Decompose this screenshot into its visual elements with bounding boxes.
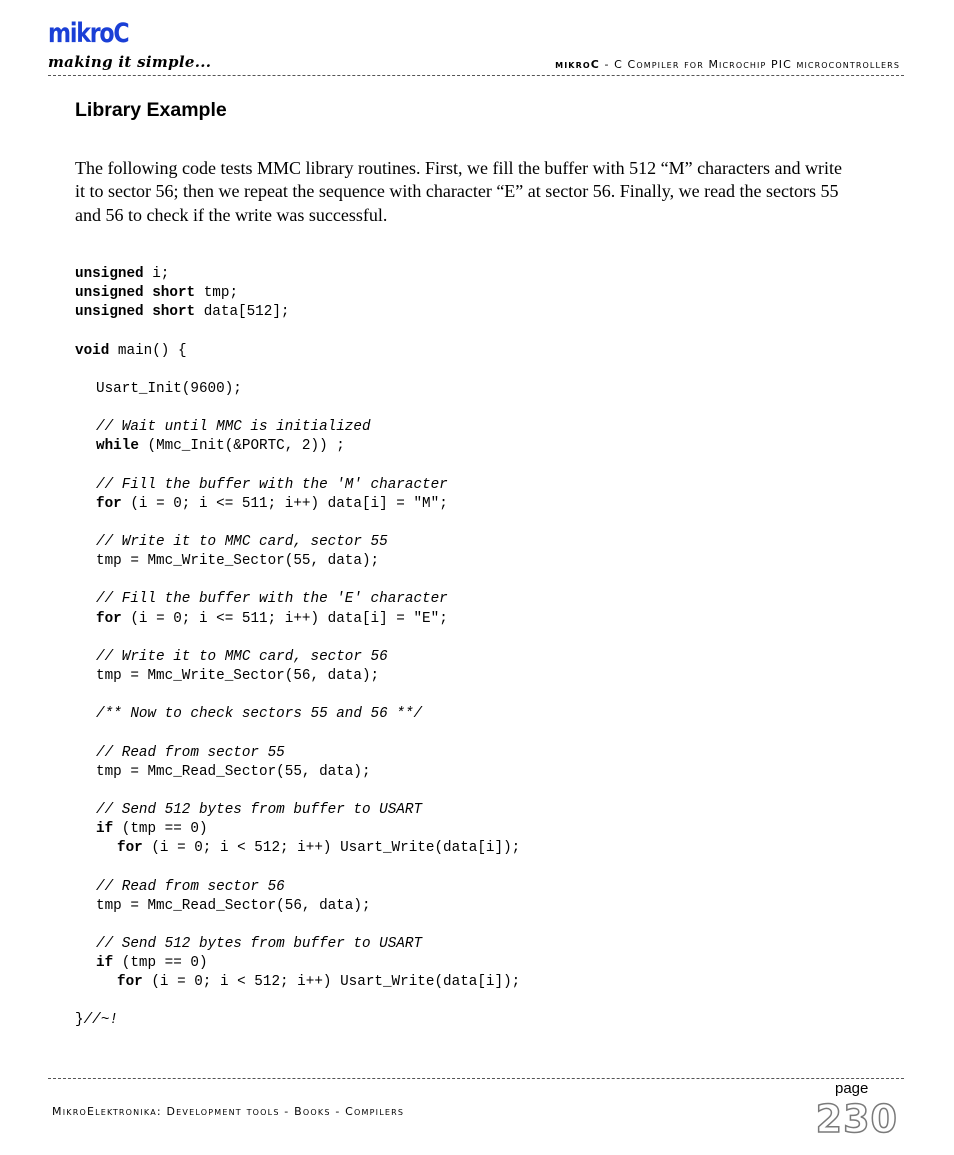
code-comment: // Write it to MMC card, sector 55 [96, 533, 388, 550]
header-title-rest: - C Compiler for Microchip PIC microcontrollers [599, 58, 900, 71]
code-line [75, 437, 520, 456]
code-comment: /** Now to check sectors 55 and 56 **/ [96, 706, 423, 723]
code-text: tmp = Mmc_Write_Sector(56, data); [96, 667, 380, 684]
code-line [75, 858, 520, 877]
code-line [75, 629, 520, 648]
code-keyword: unsigned [75, 266, 144, 282]
footer-divider [48, 1078, 904, 1079]
code-line [75, 878, 520, 897]
code-keyword: while [96, 438, 139, 455]
code-block [75, 265, 520, 1031]
code-text: tmp = Mmc_Read_Sector(55, data); [96, 763, 371, 780]
page-number: 230 [815, 1097, 898, 1141]
code-line [75, 303, 520, 322]
code-line [75, 935, 520, 954]
code-line [75, 1011, 520, 1030]
code-line [75, 801, 520, 820]
code-comment: //~! [83, 1012, 118, 1029]
code-keyword: unsigned short [75, 304, 196, 321]
code-text: (i = 0; i <= 511; i++) data[i] = "M"; [121, 495, 448, 512]
code-line [75, 705, 520, 724]
header-title-brand: mikroC [555, 58, 600, 71]
code-text: i; [143, 266, 170, 282]
code-line [75, 284, 520, 303]
code-text: Usart_Init(9600); [96, 380, 242, 397]
code-keyword: for [96, 495, 122, 512]
intro-paragraph: The following code tests MMC library routines. First, we fill the buffer with 512 “M” characters and write it to sector 56; then we repeat the sequence with character “E” at sector 56. Finally, we read the sectors 55 and 56 to check if the write was successful. [75, 158, 842, 225]
code-line [75, 610, 520, 629]
code-comment: // Read from sector 56 [96, 878, 285, 895]
code-comment: // Wait until MMC is initialized [96, 419, 371, 436]
code-line [75, 782, 520, 801]
code-line [75, 361, 520, 380]
code-keyword: if [96, 821, 114, 838]
section-heading: Library Example [75, 99, 227, 121]
code-comment: // Send 512 bytes from buffer to USART [96, 935, 423, 952]
code-line [75, 342, 520, 361]
code-line [75, 897, 520, 916]
code-comment: // Fill the buffer with the 'M' character [96, 476, 448, 493]
code-line [75, 322, 520, 341]
code-line [75, 380, 520, 399]
code-line [75, 265, 520, 284]
code-line [75, 418, 520, 437]
page-label: page [835, 1080, 869, 1097]
footer-text: MikroElektronika: Development tools - Books - Compilers [52, 1105, 405, 1118]
code-comment: // Read from sector 55 [96, 744, 285, 761]
tagline: making it simple... [48, 53, 212, 71]
code-text: main() { [109, 342, 187, 359]
code-text: (tmp == 0) [113, 955, 208, 972]
code-line [75, 476, 520, 495]
code-comment: // Send 512 bytes from buffer to USART [96, 801, 423, 818]
code-line [75, 533, 520, 552]
code-line [75, 590, 520, 609]
code-line [75, 954, 520, 973]
code-text: tmp = Mmc_Write_Sector(55, data); [96, 553, 380, 570]
code-line [75, 648, 520, 667]
code-text: (tmp == 0) [113, 821, 208, 838]
header-divider [48, 75, 904, 76]
code-line [75, 456, 520, 475]
code-text: tmp = Mmc_Read_Sector(56, data); [96, 897, 371, 914]
code-keyword: void [75, 342, 110, 359]
code-line [75, 763, 520, 782]
code-text: (i = 0; i < 512; i++) Usart_Write(data[i]); [142, 974, 521, 991]
code-line [75, 667, 520, 686]
code-text: data[512]; [195, 304, 290, 321]
code-line [75, 973, 520, 992]
code-line [75, 744, 520, 763]
code-comment: // Write it to MMC card, sector 56 [96, 648, 388, 665]
code-text: tmp; [195, 285, 239, 302]
code-text: } [75, 1012, 84, 1029]
code-line [75, 916, 520, 935]
code-line [75, 495, 520, 514]
code-keyword: if [96, 955, 114, 972]
code-keyword: unsigned short [75, 285, 196, 302]
logo: mikroC [48, 18, 129, 49]
code-line [75, 571, 520, 590]
code-line [75, 992, 520, 1011]
header-title [555, 58, 900, 71]
code-text: (i = 0; i <= 511; i++) data[i] = "E"; [121, 610, 448, 627]
code-text: (i = 0; i < 512; i++) Usart_Write(data[i]); [142, 840, 521, 857]
code-keyword: for [96, 610, 122, 627]
code-comment: // Fill the buffer with the 'E' character [96, 591, 448, 608]
code-line [75, 552, 520, 571]
code-keyword: for [117, 974, 143, 991]
code-line [75, 399, 520, 418]
code-line [75, 820, 520, 839]
code-keyword: for [117, 840, 143, 857]
code-line [75, 724, 520, 743]
code-line [75, 686, 520, 705]
code-text: (Mmc_Init(&PORTC, 2)) ; [138, 438, 345, 455]
code-line [75, 839, 520, 858]
code-line [75, 514, 520, 533]
